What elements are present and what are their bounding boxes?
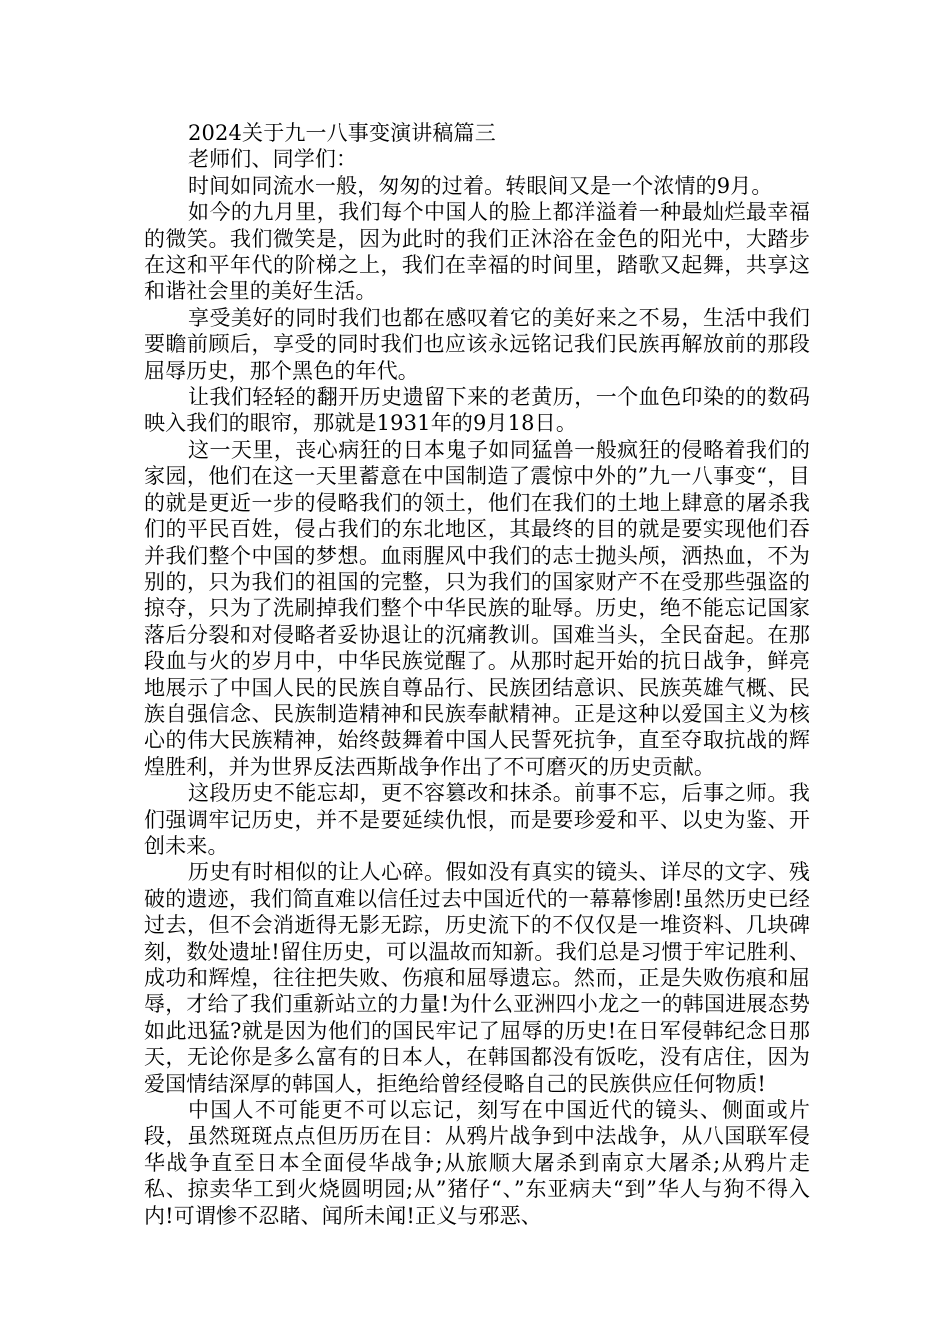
paragraph-2: 如今的九月里，我们每个中国人的脸上都洋溢着一种最灿烂最幸福的微笑。我们微笑是，因为此时的我们正沐浴在金色的阳光中，大踏步在这和平年代的阶梯之上，我们在幸福的时间里，踏歌又起舞，共享这和谐社会里的美好生活。 bbox=[144, 200, 810, 304]
paragraph-8: 中国人不可能更不可以忘记，刻写在中国近代的镜头、侧面或片段，虽然斑斑点点但历历在目：从鸦片战争到中法战争，从八国联军侵华战争直至日本全面侵华战争;从旅顺大屠杀到南京大屠杀;从鸦片走私、掠卖华工到火烧圆明园;从”猪仔“、”东亚病夫“到”华人与狗不得入内!可谓惨不忍睹、闻所未闻!正义与邪恶、 bbox=[144, 1098, 810, 1228]
paragraph-4: 让我们轻轻的翻开历史遗留下来的老黄历，一个血色印染的的数码映入我们的眼帘，那就是1931年的9月18日。 bbox=[144, 385, 810, 436]
paragraph-5: 这一天里，丧心病狂的日本鬼子如同猛兽一般疯狂的侵略着我们的家园，他们在这一天里蓄意在中国制造了震惊中外的”九一八事变“，目的就是更近一步的侵略我们的领土，他们在我们的土地上肆意的屠杀我们的平民百姓，侵占我们的东北地区，其最终的目的就是要实现他们吞并我们整个中国的梦想。血雨腥风中我们的志士抛头颅，洒热血，不为别的，只为我们的祖国的完整，只为我们的国家财产不在受那些强盗的掠夺，只为了洗刷掉我们整个中华民族的耻辱。历史，绝不能忘记国家落后分裂和对侵略者妥协退让的沉痛教训。国难当头，全民奋起。在那段血与火的岁月中，中华民族觉醒了。从那时起开始的抗日战争，鲜亮地展示了中国人民的民族自尊品行、民族团结意识、民族英雄气概、民族自强信念、民族制造精神和民族奉献精神。正是这种以爱国主义为核心的伟大民族精神，始终鼓舞着中国人民誓死抗争，直至夺取抗战的辉煌胜利，并为世界反法西斯战争作出了不可磨灭的历史贡献。 bbox=[144, 437, 810, 779]
document-title: 2024关于九一八事变演讲稿篇三 bbox=[188, 121, 496, 145]
document-page bbox=[144, 120, 810, 1229]
paragraph-3: 享受美好的同时我们也都在感叹着它的美好来之不易，生活中我们要瞻前顾后，享受的同时我们也应该永远铭记我们民族再解放前的那段屈辱历史，那个黑色的年代。 bbox=[144, 305, 810, 383]
paragraph-7: 历史有时相似的让人心碎。假如没有真实的镜头、详尽的文字、残破的遗迹，我们简直难以信任过去中国近代的一幕幕惨剧!虽然历史已经过去，但不会消逝得无影无踪，历史流下的不仅仅是一堆资料、几块碑刻，数处遗址!留住历史，可以温故而知新。我们总是习惯于牢记胜利、成功和辉煌，往往把失败、伤痕和屈辱遗忘。然而，正是失败伤痕和屈辱，才给了我们重新站立的力量!为什么亚洲四小龙之一的韩国进展态势如此迅猛?就是因为他们的国民牢记了屈辱的历史!在日军侵韩纪念日那天，无论你是多么富有的日本人，在韩国都没有饭吃，没有店住，因为爱国情结深厚的韩国人，拒绝给曾经侵略自己的民族供应任何物质! bbox=[144, 860, 810, 1096]
paragraph-1: 时间如同流水一般，匆匆的过着。转眼间又是一个浓情的9月。 bbox=[188, 173, 773, 198]
salutation: 老师们、同学们： bbox=[188, 147, 358, 172]
paragraph-6: 这段历史不能忘却，更不容篡改和抹杀。前事不忘，后事之师。我们强调牢记历史，并不是要延续仇恨，而是要珍爱和平、以史为鉴、开创未来。 bbox=[144, 781, 810, 858]
